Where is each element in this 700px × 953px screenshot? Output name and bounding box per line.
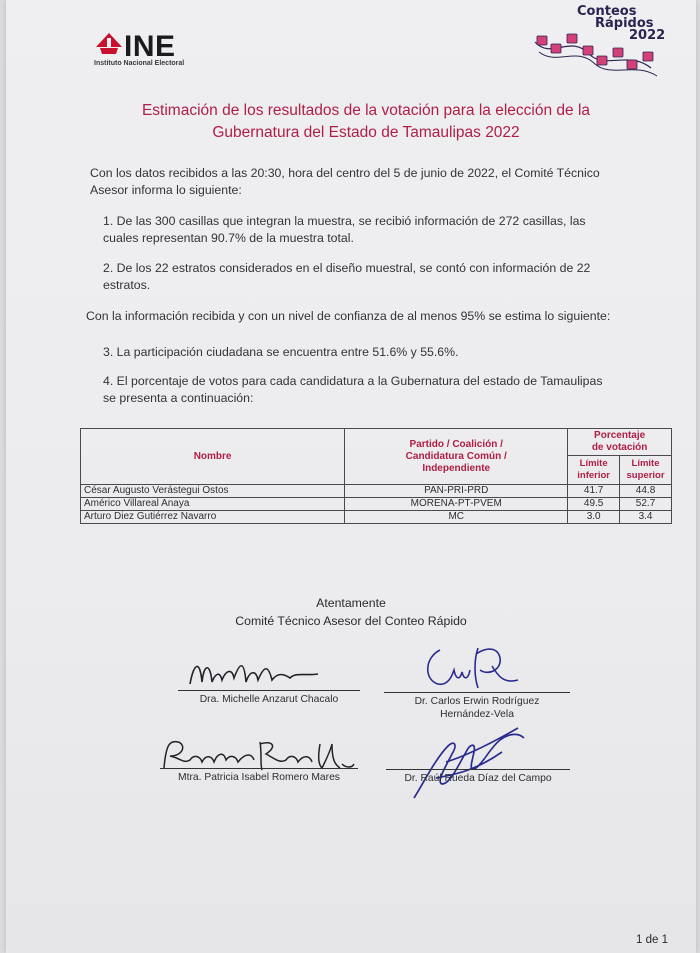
item-1-line-2: cuales representan 90.7% de la muestra total. (103, 231, 354, 245)
header-limite-inferior-line-2: inferior (577, 470, 611, 481)
signature-2-line (384, 692, 570, 693)
signature-4-name: Dr. Raúl Rueda Díaz del Campo (404, 773, 552, 784)
header-porcentaje-line-2: de votación (591, 442, 648, 453)
document-page (6, 0, 696, 953)
candidate-party: MORENA-PT-PVEM (345, 498, 568, 511)
signature-1-handwriting (186, 652, 326, 692)
lower-limit: 41.7 (568, 485, 620, 498)
upper-limit: 52.7 (620, 498, 672, 511)
item-4-line-2: se presenta a continuación: (103, 391, 254, 405)
signature-3-line (160, 768, 358, 769)
closing-atentamente: Atentamente (316, 596, 386, 610)
item-3: 3. La participación ciudadana se encuentra entre 51.6% y 55.6%. (103, 345, 459, 359)
badge-line-conteos: Conteos (577, 4, 637, 19)
signature-3-name: Mtra. Patricia Isabel Romero Mares (178, 772, 340, 783)
signature-2-name-line-1: Dr. Carlos Erwin Rodríguez (414, 696, 540, 707)
lower-limit: 49.5 (568, 498, 620, 511)
item-4-line-1: 4. El porcentaje de votos para cada candidatura a la Gubernatura del estado de Tamaulipas (103, 374, 603, 388)
header-nombre: Nombre (81, 429, 345, 485)
item-2-line-2: estratos. (103, 278, 151, 292)
confidence-statement: Con la información recibida y con un nivel de confianza de al menos 95% se estima lo siguiente: (86, 309, 611, 323)
candidate-party: PAN-PRI-PRD (345, 485, 568, 498)
table-row (81, 511, 672, 524)
lower-limit: 3.0 (568, 511, 620, 524)
signature-4-handwriting (406, 722, 536, 806)
table-row (81, 485, 672, 498)
results-table (80, 428, 672, 524)
header-partido-line-2: Candidatura Común / (405, 450, 507, 462)
header-partido-line-1: Partido / Coalición / (409, 438, 503, 450)
header-porcentaje-line-1: Porcentaje (594, 430, 646, 441)
header-limite-inferior (568, 456, 620, 485)
item-1-line-1: 1. De las 300 casillas que integran la muestra, se recibió información de 272 casillas, las (103, 214, 586, 228)
upper-limit: 3.4 (620, 511, 672, 524)
table-row (81, 498, 672, 511)
conteos-rapidos-badge (531, 0, 666, 82)
ine-logo (90, 30, 230, 72)
ine-emblem-icon (96, 33, 122, 55)
header-partido-line-3: Independiente (422, 462, 491, 474)
title-line-2: Gubernatura del Estado de Tamaulipas 2022 (212, 124, 520, 141)
intro-text-line-2: Asesor informa lo siguiente: (90, 183, 242, 197)
candidate-name: Arturo Diez Gutiérrez Navarro (81, 511, 345, 524)
signature-4-line (386, 769, 570, 770)
candidate-name: César Augusto Verástegui Ostos (81, 485, 345, 498)
badge-line-rapidos: Rápidos (595, 16, 654, 31)
candidate-party: MC (345, 511, 568, 524)
signature-2-name-line-2: Hernández-Vela (440, 709, 514, 720)
header-limite-superior (620, 456, 672, 485)
signature-1-name: Dra. Michelle Anzarut Chacalo (199, 694, 339, 705)
intro-text-line-1: Con los datos recibidos a las 20:30, hora del centro del 5 de junio de 2022, el Comité Técnico (90, 166, 600, 180)
signature-2-handwriting (418, 640, 528, 695)
page-number: 1 de 1 (636, 934, 668, 946)
document-title (96, 100, 636, 144)
item-2-line-1: 2. De los 22 estratos considerados en el diseño muestral, se contó con información de 22 (103, 261, 591, 275)
signature-1-line (178, 690, 360, 691)
header-porcentaje (568, 429, 672, 456)
header-limite-inferior-line-1: Límite (579, 458, 608, 469)
badge-line-year: 2022 (629, 28, 666, 43)
candidate-name: Américo Villareal Anaya (81, 498, 345, 511)
committee-name: Comité Técnico Asesor del Conteo Rápido (235, 614, 467, 628)
title-line-1: Estimación de los resultados de la votación para la elección de la (141, 102, 591, 119)
header-limite-superior-line-1: Límite (631, 458, 660, 469)
ine-logo-text: INE (124, 30, 176, 63)
header-partido (345, 429, 568, 485)
ine-logo-subtitle: Instituto Nacional Electoral (94, 60, 185, 67)
header-limite-superior-line-2: superior (626, 470, 665, 481)
upper-limit: 44.8 (620, 485, 672, 498)
